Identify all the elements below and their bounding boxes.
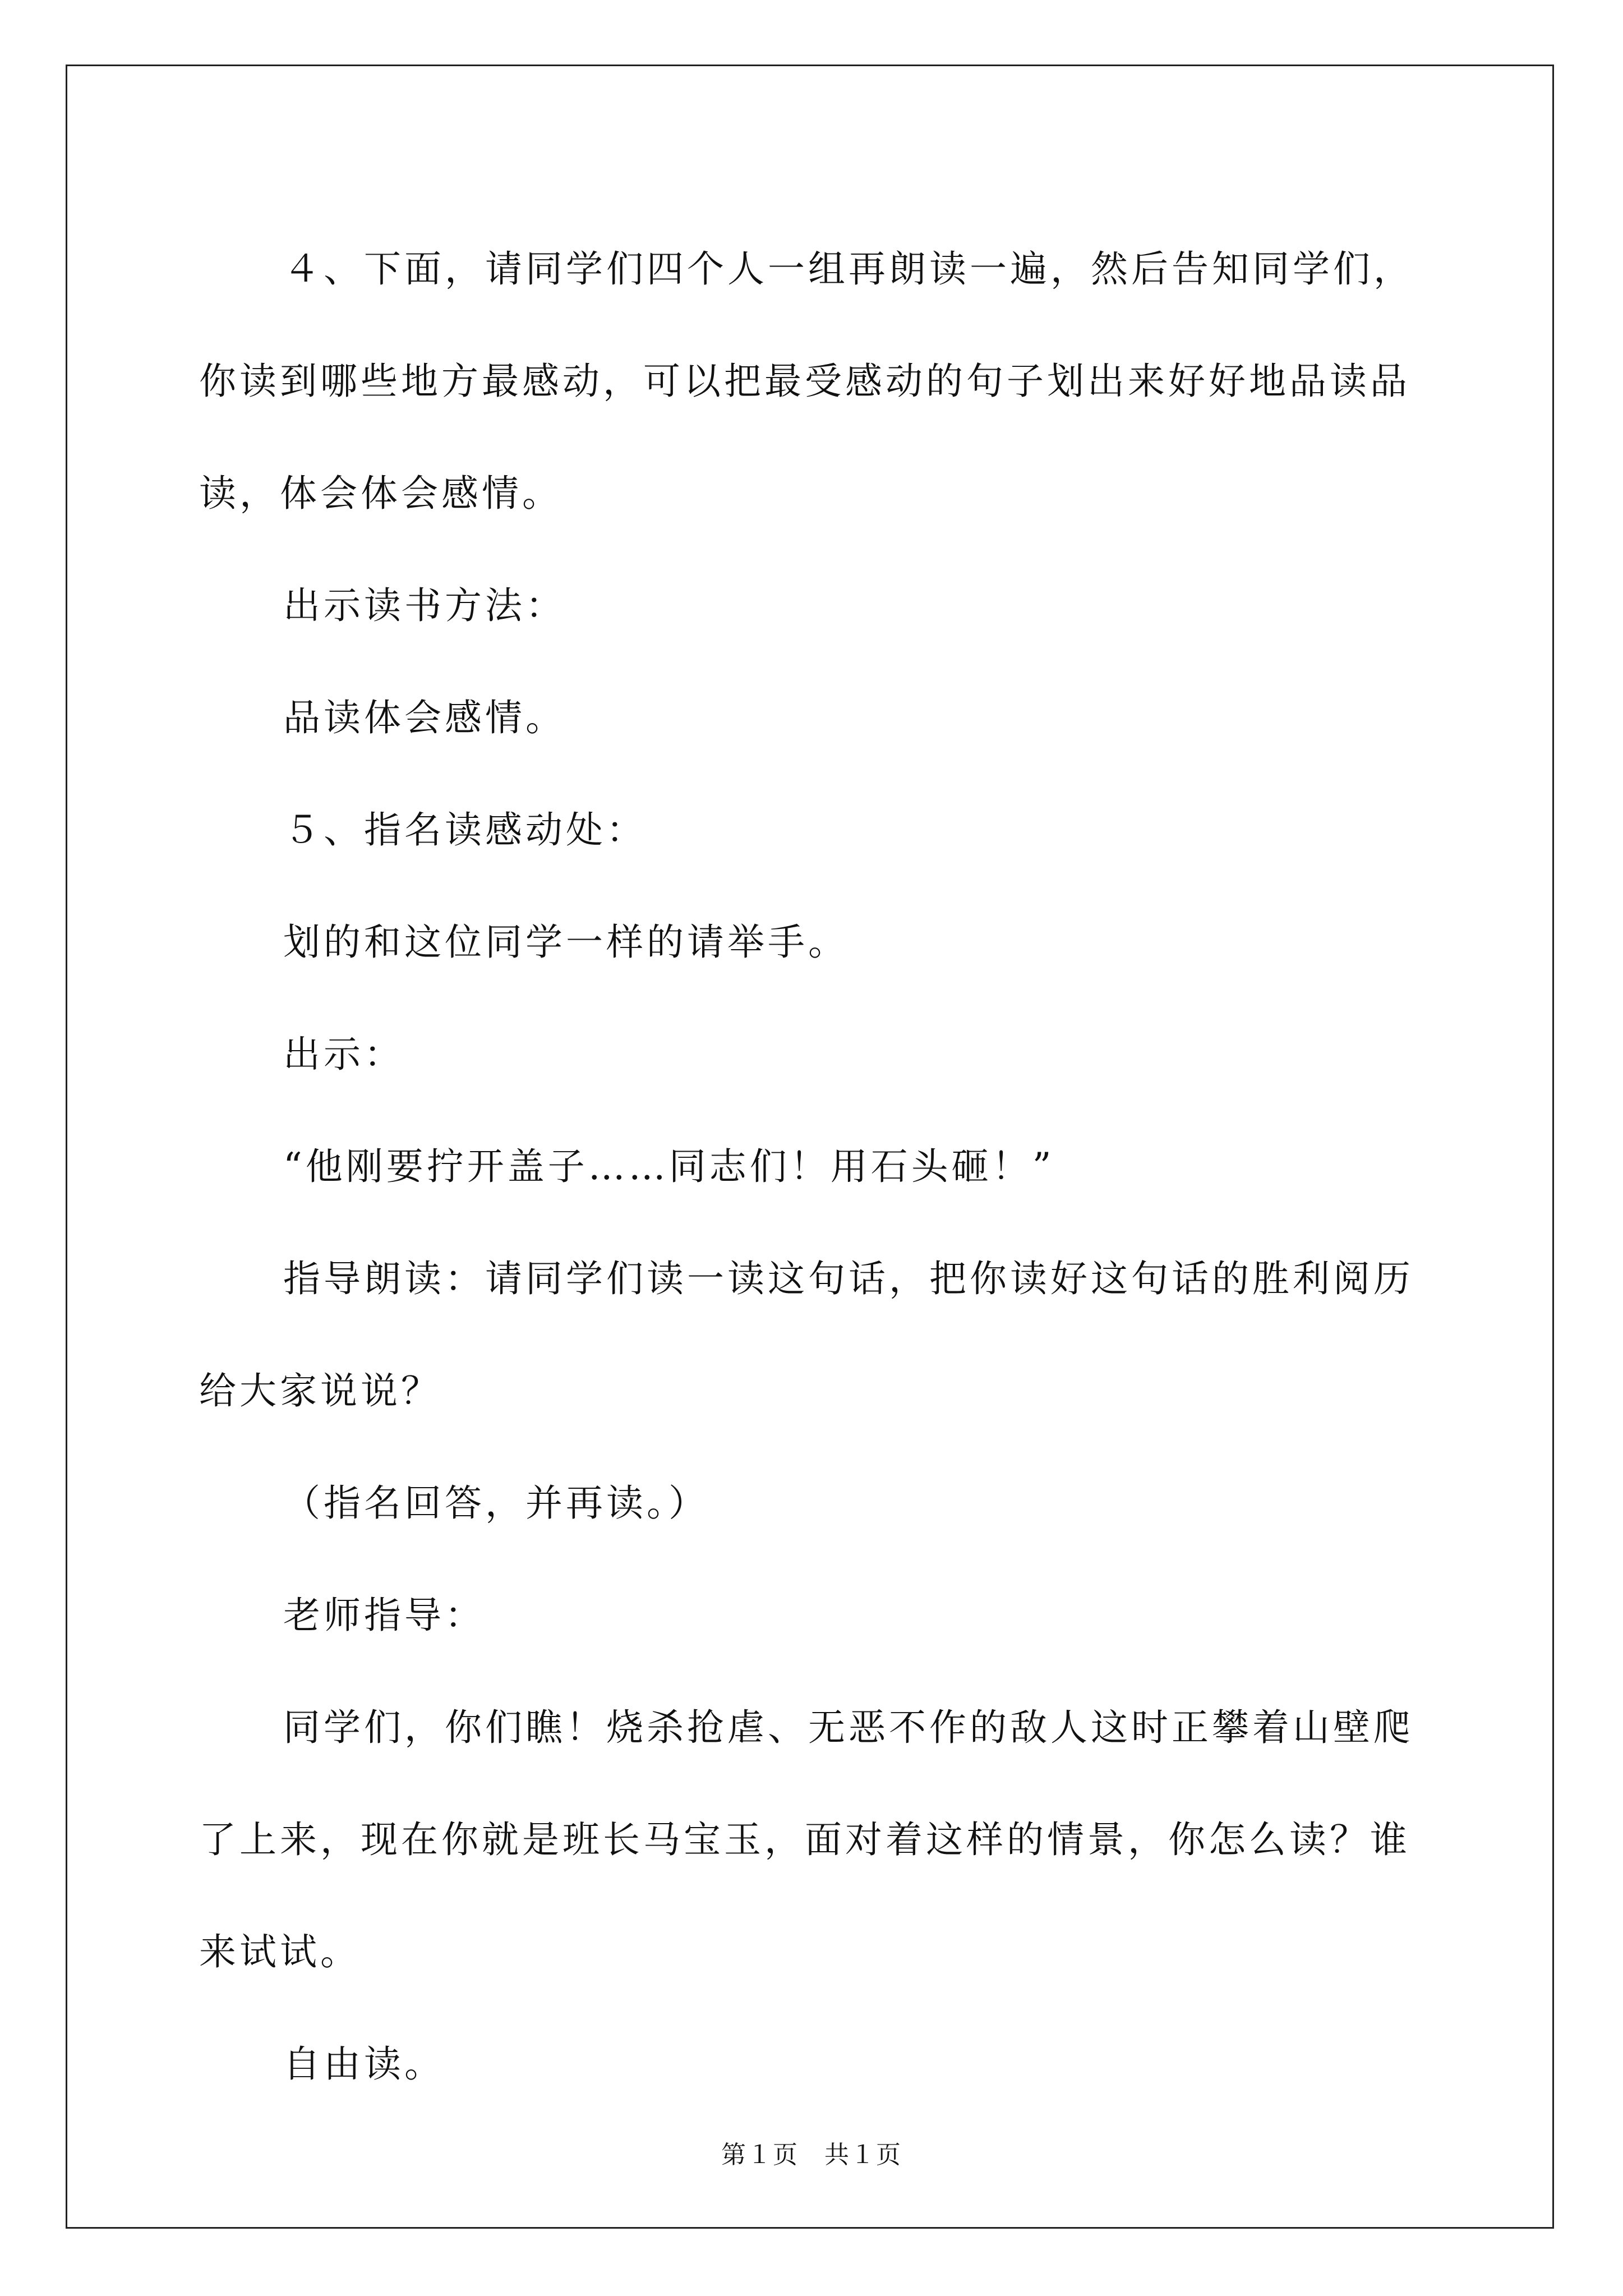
text-line: 你读到哪些地方最感动，可以把最受感动的句子划出来好好地品读品 xyxy=(199,360,1410,403)
paragraph xyxy=(199,2008,1427,2120)
document-body xyxy=(199,213,1427,2120)
paragraph xyxy=(199,999,1427,1111)
text-line: 划的和这位同学一样的请举手。 xyxy=(283,921,849,964)
paragraph xyxy=(199,774,1427,886)
paragraph xyxy=(199,550,1427,662)
text-line: 读，体会体会感情。 xyxy=(199,472,562,515)
text-line: 给大家说说？ xyxy=(199,1369,441,1412)
text-line: ５、指名读感动处： xyxy=(283,808,647,852)
text-line: 指导朗读：请同学们读一读这句话，把你读好这句话的胜利阅历 xyxy=(283,1257,1414,1300)
text-line: 出示： xyxy=(283,1033,404,1076)
text-line: 自由读。 xyxy=(283,2042,445,2086)
text-line: 品读体会感情。 xyxy=(283,696,566,739)
text-line: 老师指导： xyxy=(283,1594,485,1637)
paragraph xyxy=(199,662,1427,774)
text-line: （指名回答，并再读。） xyxy=(283,1481,709,1525)
paragraph xyxy=(199,886,1427,999)
text-line: 同学们，你们瞧！烧杀抢虐、无恶不作的敌人这时正攀着山壁爬 xyxy=(283,1706,1414,1749)
text-line: 出示读书方法： xyxy=(283,584,566,627)
paragraph xyxy=(199,1447,1427,1559)
quote-line: “他刚要拧开盖子……同志们！用石头砸！” xyxy=(283,1145,1055,1188)
paragraph xyxy=(199,1672,1427,2008)
paragraph xyxy=(199,1559,1427,1672)
paragraph xyxy=(199,1223,1427,1447)
text-line: ４、下面，请同学们四个人一组再朗读一遍，然后告知同学们， xyxy=(283,247,1414,291)
paragraph xyxy=(199,213,1427,550)
paragraph xyxy=(199,1111,1427,1223)
text-line: 来试试。 xyxy=(199,1930,361,1973)
text-line: 了上来，现在你就是班长马宝玉，面对着这样的情景，你怎么读？谁 xyxy=(199,1818,1410,1861)
page-number-footer: 第１页 共１页 xyxy=(721,2141,902,2169)
